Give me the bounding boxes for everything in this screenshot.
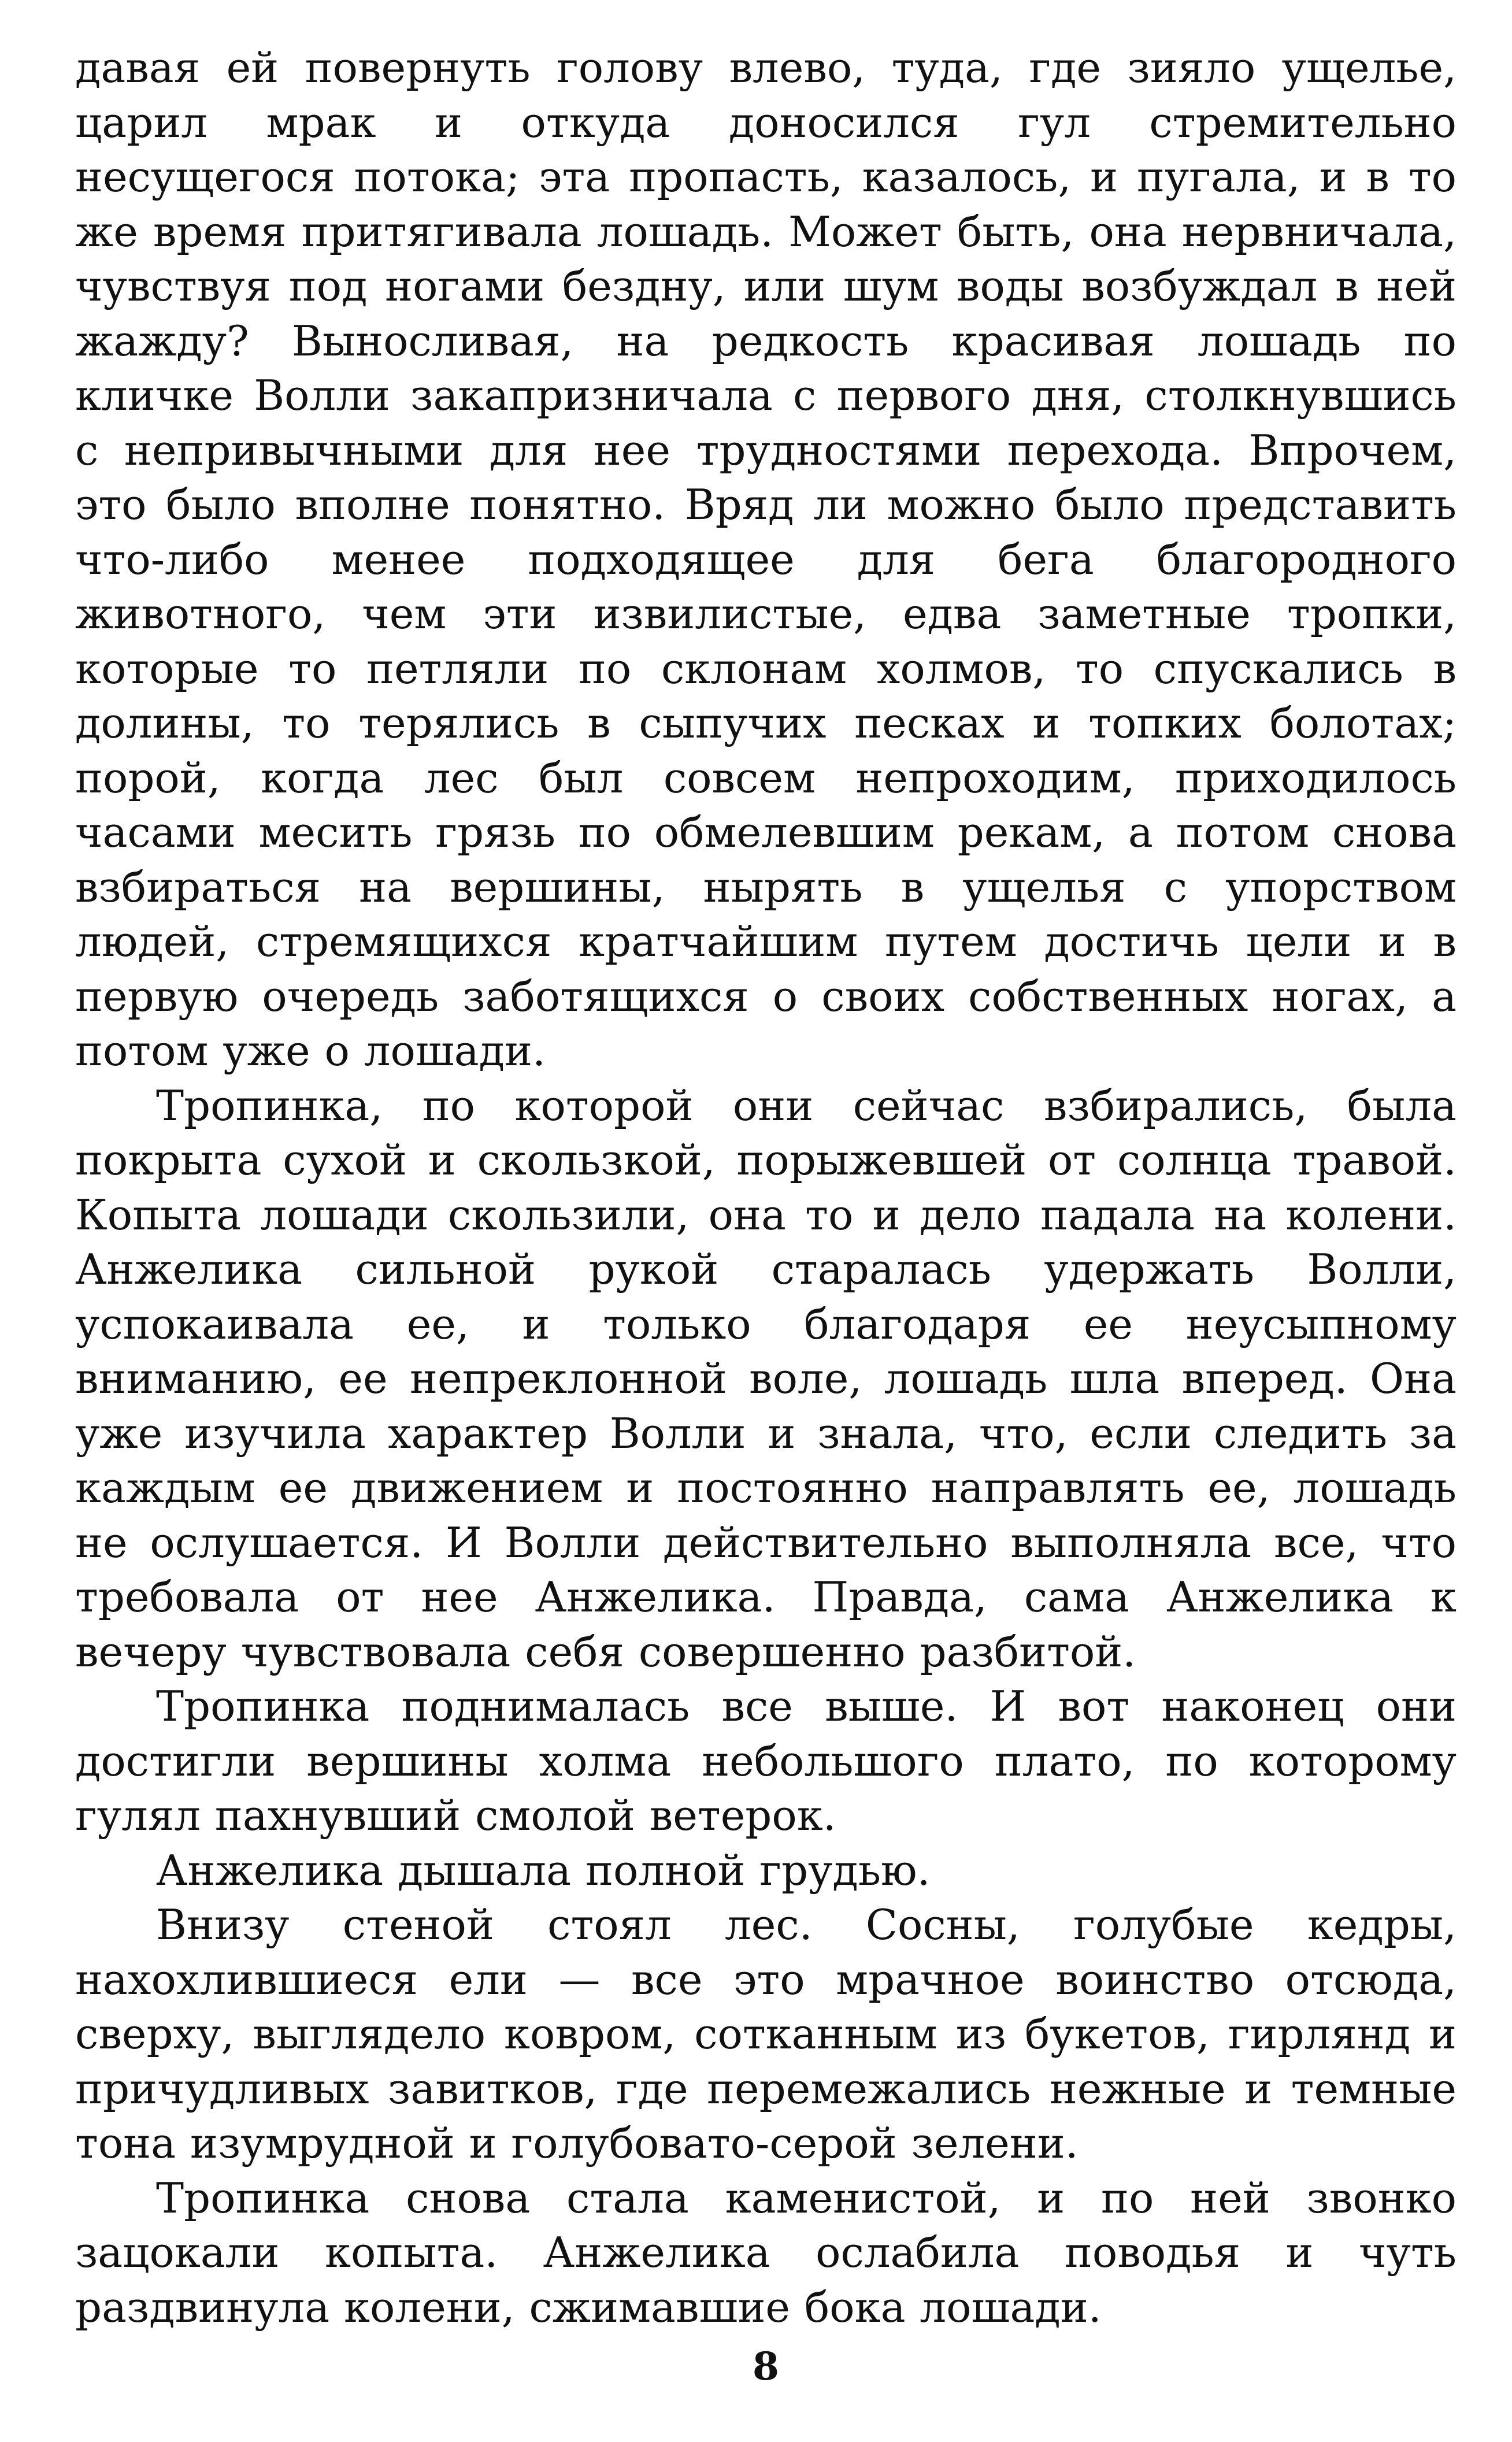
paragraph-4: Анжелика дышала полной грудью. <box>156 1846 931 1895</box>
paragraph-6: Тропинка снова стала каменистой, и по ней звонко зацокали копыта. Анжелика ослабила поводья и чуть раздвинула колени, сжимавшие бока лошади. <box>75 2173 1457 2332</box>
book-page <box>75 40 1457 2399</box>
paragraph-3: Тропинка поднималась все выше. И вот наконец они достигли вершины холма небольшого плато, по которому гулял пахнувший смолой ветерок. <box>75 1682 1457 1840</box>
paragraph-1: давая ей повернуть голову влево, туда, где зияло ущелье, царил мрак и откуда доносился гул стремительно несущегося потока; эта пропасть, казалось, и пугала, и в то же время притягивала лошадь. Может быть, она нервничала, чувствуя под ногами бездну, или шум воды возбуждал в ней жажду? Выносливая, на редкость красивая лошадь по кличке Волли закапризничала с первого дня, столкнувшись с непривычными для нее трудностями перехода. Впрочем, это было вполне понятно. Вряд ли можно было представить что-либо менее подходящее для бега благородного животного, чем эти извилистые, едва заметные тропки, которые то петляли по склонам холмов, то спускались в долины, то терялись в сыпучих песках и топких болотах; порой, когда лес был совсем непроходим, приходилось часами месить грязь по обмелевшим рекам, а потом снова взбираться на вершины, нырять в ущелья с упорством людей, стремящихся кратчайшим путем достичь цели и в первую очередь заботящихся о своих собственных ногах, а потом уже о лошади. <box>75 43 1457 1075</box>
paragraph-2: Тропинка, по которой они сейчас взбирались, была покрыта сухой и скользкой, порыжевшей от солнца травой. Копыта лошади скользили, она то и дело падала на колени. Анжелика сильной рукой старалась удержать Волли, успокаивала ее, и только благодаря ее неусыпному вниманию, ее непреклонной воле, лошадь шла вперед. Она уже изучила характер Волли и знала, что, если следить за каждым ее движением и постоянно направлять ее, лошадь не ослушается. И Волли действительно выполняла все, что требовала от нее Анжелика. Правда, сама Анжелика к вечеру чувствовала себя совершенно разбитой. <box>75 1081 1457 1676</box>
page-number: 8 <box>753 2344 779 2389</box>
paragraph-5: Внизу стеной стоял лес. Сосны, голубые кедры, нахохлившиеся ели — все это мрачное воинство отсюда, сверху, выглядело ковром, сотканным из букетов, гирлянд и причудливых завитков, где перемежались нежные и темные тона изумрудной и голубовато-серой зелени. <box>75 1900 1457 2167</box>
